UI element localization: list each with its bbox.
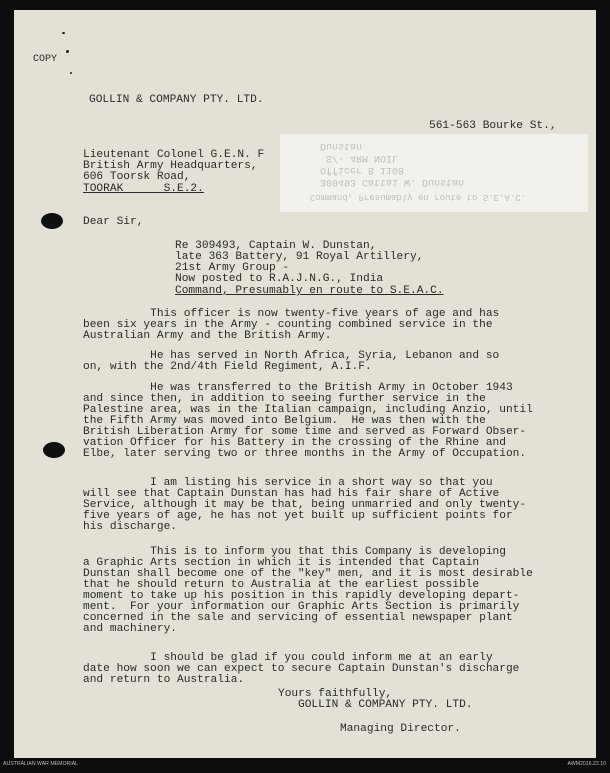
ink-speck bbox=[70, 72, 72, 74]
reference-line: Now posted to R.A.J.N.G., India bbox=[175, 273, 384, 285]
paragraph-line: and return to Australia. bbox=[83, 674, 245, 686]
copy-mark: COPY bbox=[33, 54, 58, 65]
paragraph-line: concerned in the sale and servicing of essential newspaper plant bbox=[83, 612, 513, 624]
body-paragraph bbox=[83, 478, 526, 533]
punch-hole bbox=[41, 213, 63, 229]
body-paragraph bbox=[83, 351, 499, 373]
paragraph-line: ment. For your information our Graphic Arts Section is primarily bbox=[83, 601, 520, 613]
overlay-ghost-text: Command, Presumably en route to S.E.A.C. bbox=[310, 192, 527, 202]
archive-footer-left: AUSTRALIAN WAR MEMORIAL bbox=[3, 761, 79, 767]
paragraph-line: on, with the 2nd/4th Field Regiment, A.I.F. bbox=[83, 361, 372, 373]
recipient-line: Lieutenant Colonel G.E.N. F bbox=[83, 149, 265, 161]
paragraph-line: will see that Captain Dunstan has had his fair share of Active bbox=[83, 488, 500, 500]
letter-page bbox=[14, 10, 596, 758]
signatory-title: Managing Director. bbox=[340, 723, 461, 735]
recipient-line: 606 Toorsk Road, bbox=[83, 171, 191, 183]
paragraph-line: British Liberation Army for some time and served as Forward Obser- bbox=[83, 426, 527, 438]
paragraph-line: Dunstan shall become one of the "key" men, and it is most desirable bbox=[83, 568, 533, 580]
paragraph-line: vation Officer for his Battery in the crossing of the Rhine and bbox=[83, 437, 506, 449]
paragraph-line: Australian Army and the British Army. bbox=[83, 330, 332, 342]
reference-line: 21st Army Group - bbox=[175, 262, 290, 274]
paragraph-line: Palestine area, was in the Italian campaign, including Anzio, until bbox=[83, 404, 533, 416]
paragraph-line: Service, although it may be that, being unmarried and only twenty- bbox=[83, 499, 527, 511]
salutation: Dear Sir, bbox=[83, 216, 144, 228]
paragraph-line: five years of age, he has not yet built up sufficient points for bbox=[83, 510, 513, 522]
recipient-line: TOORAK S.E.2. bbox=[83, 183, 204, 195]
recipient-line: British Army Headquarters, bbox=[83, 160, 258, 172]
reference-line: Re 309493, Captain W. Dunstan, bbox=[175, 240, 377, 252]
punch-hole bbox=[43, 442, 65, 458]
body-paragraph bbox=[83, 309, 499, 342]
paragraph-line: his discharge. bbox=[83, 521, 177, 533]
paragraph-line: that he should return to Australia at the earliest possible bbox=[83, 579, 480, 591]
paragraph-line: He has served in North Africa, Syria, Lebanon and so bbox=[83, 350, 500, 362]
overlay-ghost-text: Dunstan bbox=[320, 140, 363, 151]
ink-speck bbox=[66, 50, 69, 53]
body-paragraph bbox=[83, 547, 533, 635]
sender-address: 561-563 Bourke St., bbox=[429, 120, 557, 132]
archive-footer-right: AWM2016.22.10 bbox=[567, 761, 606, 767]
pasted-overlay-strip bbox=[280, 134, 588, 212]
body-paragraph bbox=[83, 653, 519, 686]
paragraph-line: been six years in the Army - counting combined service in the bbox=[83, 319, 493, 331]
paragraph-line: a Graphic Arts section in which it is intended that Captain bbox=[83, 557, 480, 569]
paragraph-line: He was transferred to the British Army in October 1943 bbox=[83, 382, 513, 394]
overlay-ghost-text: Officer B 1108 bbox=[320, 164, 405, 175]
ink-speck bbox=[62, 32, 65, 34]
paragraph-line: This officer is now twenty-five years of age and has bbox=[83, 308, 500, 320]
paragraph-line: Elbe, later serving two or three months in the Army of Occupation. bbox=[83, 448, 527, 460]
overlay-ghost-text: 309493 Cattai W. Dunstan bbox=[320, 176, 465, 187]
paragraph-line: I am listing his service in a short way so that you bbox=[83, 477, 493, 489]
paragraph-line: and since then, in addition to seeing further service in the bbox=[83, 393, 486, 405]
letterhead: GOLLIN & COMPANY PTY. LTD. bbox=[89, 94, 264, 106]
paragraph-line: I should be glad if you could inform me at an early bbox=[83, 652, 493, 664]
closing-company: GOLLIN & COMPANY PTY. LTD. bbox=[298, 699, 473, 711]
body-paragraph bbox=[83, 383, 533, 460]
paragraph-line: date how soon we can expect to secure Captain Dunstan's discharge bbox=[83, 663, 520, 675]
reference-line: Command, Presumably en route to S.E.A.C. bbox=[175, 285, 444, 297]
valediction: Yours faithfully, bbox=[278, 688, 393, 700]
reference-line: late 363 Battery, 91 Royal Artillery, bbox=[175, 251, 424, 263]
paragraph-line: This is to inform you that this Company is developing bbox=[83, 546, 506, 558]
paragraph-line: and machinery. bbox=[83, 623, 177, 635]
paragraph-line: the Fifth Army was moved into Belgium. He was then with the bbox=[83, 415, 486, 427]
paragraph-line: moment to take up his position in this rapidly developing depart- bbox=[83, 590, 520, 602]
overlay-ghost-text: S/- 4RM NOIL bbox=[326, 152, 399, 163]
